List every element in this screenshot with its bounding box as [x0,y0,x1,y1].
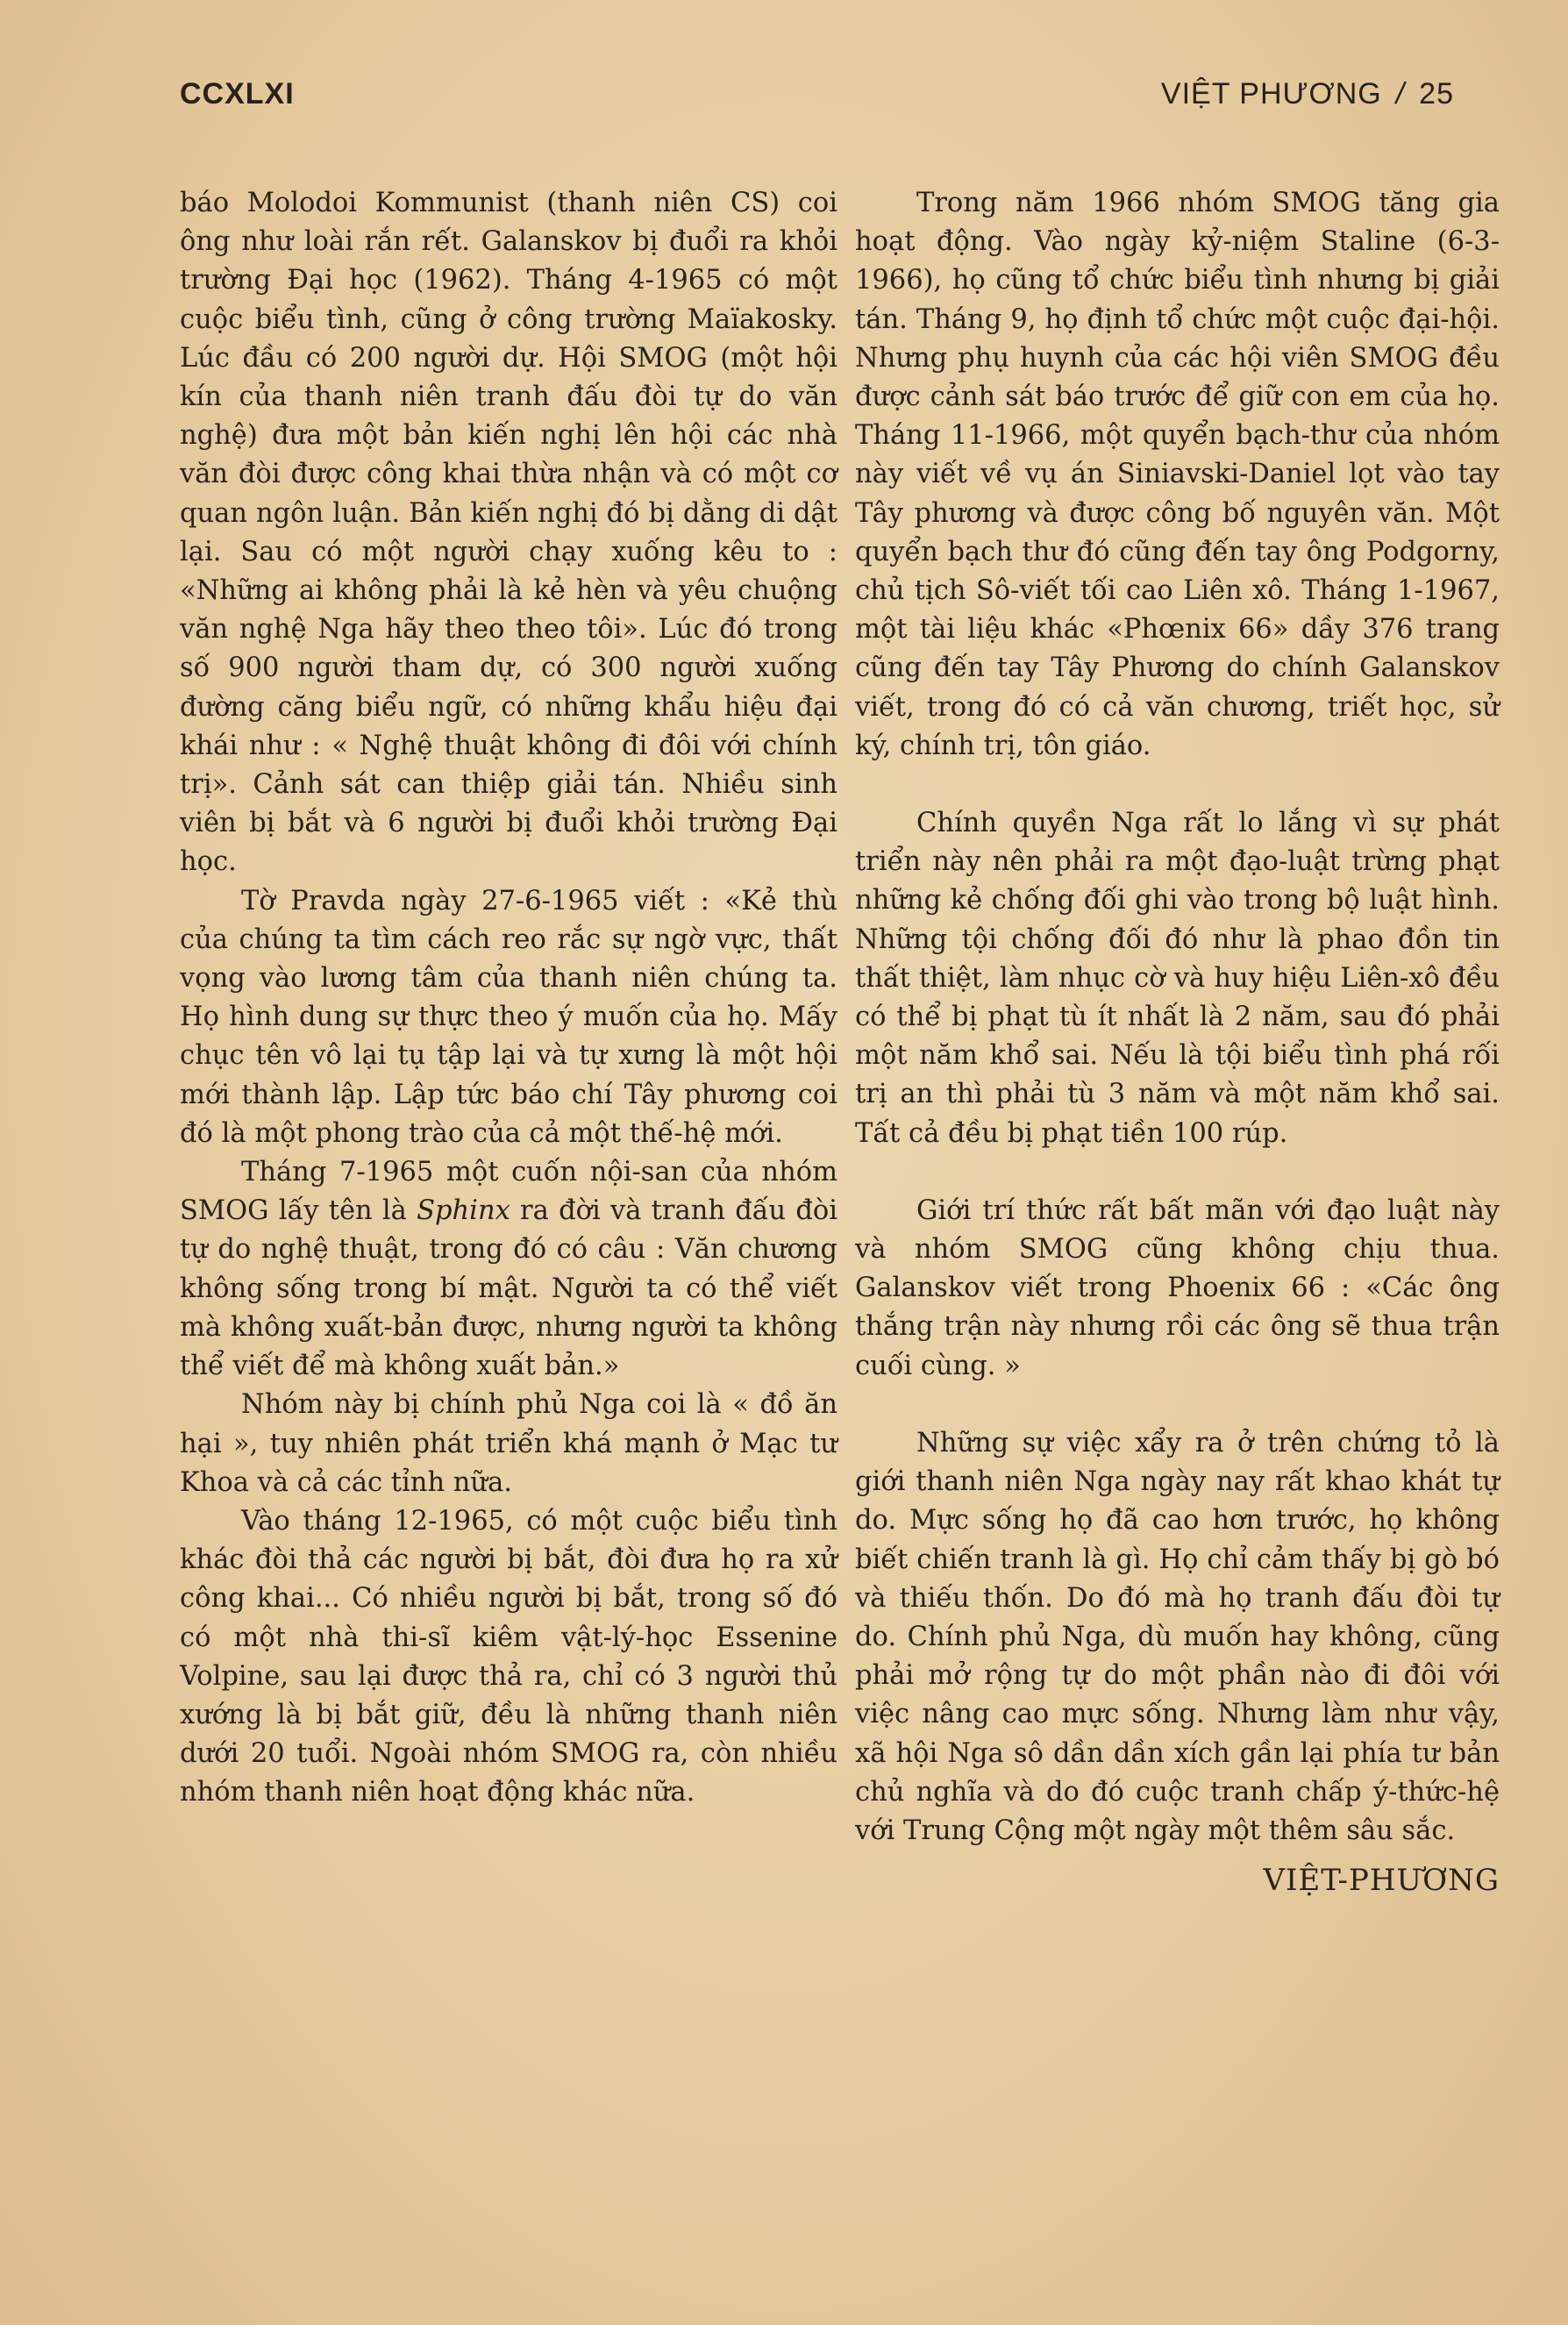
author-signature: VIỆT-PHƯƠNG [1263,1863,1500,1899]
paragraph [180,1153,837,1386]
paragraph: Những sự việc xẩy ra ở trên chứng tỏ là giới thanh niên Nga ngày nay rất khao khát tự do. Mực sống họ đã cao hơn trước, họ không biết chiến tranh là gì. Họ chỉ cảm thấy bị gò bó và thiếu thốn. Do đó mà họ tranh đấu đòi tự do. Chính phủ Nga, dù muốn hay không, cũng phải mở rộng tự do một phần nào đi đôi với việc nâng cao mực sống. Nhưng làm như vậy, xã hội Nga sô dần dần xích gần lại phía tư bản chủ nghĩa và do đó cuộc tranh chấp ý-thức-hệ với Trung Cộng một ngày một thêm sâu sắc. [855,1427,1500,1846]
paragraph: Chính quyền Nga rất lo lắng vì sự phát triển này nên phải ra một đạo-luật trừng phạt những kẻ chống đối ghi vào trong bộ luật hình. Những tội chống đối đó như là phao đồn tin thất thiệt, làm nhục cờ và huy hiệu Liên-xô đều có thể bị phạt tù ít nhất là 2 năm, sau đó phải một năm khổ sai. Nếu là tội biểu tình phá rối trị an thì phải tù 3 năm và một năm khổ sai. Tất cả đều bị phạt tiền 100 rúp. [855,808,1500,1149]
paragraph: Giới trí thức rất bất mãn với đạo luật này và nhóm SMOG cũng không chịu thua. Galanskov viết trong Phoenix 66 : «Các ông thắng trận này nhưng rồi các ông sẽ thua trận cuối cùng. » [855,1195,1500,1381]
running-head [1161,77,1454,111]
paragraph: Vào tháng 12-1965, có một cuộc biểu tình khác đòi thả các người bị bắt, đòi đưa họ ra xử công khai... Có nhiều người bị bắt, trong số đó có một nhà thi-sĩ kiêm vật-lý-học Essenine Volpine, sau lại được thả ra, chỉ có 3 người thủ xướng là bị bắt giữ, đều là những thanh niên dưới 20 tuổi. Ngoài nhóm SMOG ra, còn nhiều nhóm thanh niên hoạt động khác nữa. [180,1505,837,1808]
section-number: CCXLXI [180,77,295,111]
paragraph-text: ra đời và tranh đấu đòi tự do nghệ thuật, trong đó có câu : Văn chương không sống trong bí mật. Người ta có thể viết mà không xuất-bản được, nhưng người ta không thể viết để mà không xuất bản.» [180,1195,838,1382]
header-separator: / [1395,77,1406,111]
paragraph: Nhóm này bị chính phủ Nga coi là « đồ ăn hại », tuy nhiên phát triển khá mạnh ở Mạc tư Khoa và cả các tỉnh nữa. [180,1389,837,1498]
paragraph: báo Molodoi Kommunist (thanh niên CS) coi ông như loài rắn rết. Galanskov bị đuổi ra khỏi trường Đại học (1962). Tháng 4-1965 có một cuộc biểu tình, cũng ở công trường Maïakosky. Lúc đầu có 200 người dự. Hội SMOG (một hội kín của thanh niên tranh đấu đòi tự do văn nghệ) đưa một bản kiến nghị lên hội các nhà văn đòi được công khai thừa nhận và có một cơ quan ngôn luận. Bản kiến nghị đó bị dằng di dật lại. Sau có một người chạy xuống kêu to : «Những ai không phải là kẻ hèn và yêu chuộng văn nghệ Nga hãy theo theo tôi». Lúc đó trong số 900 người tham dự, có 300 người xuống đường căng biểu ngữ, có những khẩu hiệu đại khái như : « Nghệ thuật không đi đôi với chính trị». Cảnh sát can thiệp giải tán. Nhiều sinh viên bị bắt và 6 người bị đuổi khỏi trường Đại học. [180,188,837,878]
paragraph: Tờ Pravda ngày 27-6-1965 viết : «Kẻ thù của chúng ta tìm cách reo rắc sự ngờ vực, thất vọng vào lương tâm của thanh niên chúng ta. Họ hình dung sự thực theo ý muốn của họ. Mấy chục tên vô lại tụ tập lại và tự xưng là một hội mới thành lập. Lập tức báo chí Tây phương coi đó là một phong trào của cả một thế-hệ mới. [180,885,837,1149]
page-number: 25 [1419,77,1454,111]
paragraph: Trong năm 1966 nhóm SMOG tăng gia hoạt động. Vào ngày kỷ-niệm Staline (6-3-1966), họ cũng tổ chức biểu tình nhưng bị giải tán. Tháng 9, họ định tổ chức một cuộc đại-hội. Nhưng phụ huynh của các hội viên SMOG đều được cảnh sát báo trước để giữ con em của họ. Tháng 11-1966, một quyển bạch-thư của nhóm này viết về vụ án Siniavski-Daniel lọt vào tay Tây phương và được công bố nguyên văn. Một quyển bạch thư đó cũng đến tay ông Podgorny, chủ tịch Sô-viết tối cao Liên xô. Tháng 1-1967, một tài liệu khác «Phœnix 66» dầy 376 trang cũng đến tay Tây Phương do chính Galanskov viết, trong đó có cả văn chương, triết học, sử ký, chính trị, tôn giáo. [855,188,1500,761]
right-column [855,184,1500,1900]
left-column [180,184,837,1813]
publication-title: Sphinx [417,1195,510,1227]
author-name: VIỆT PHƯƠNG [1160,77,1382,111]
page-header [180,77,1454,130]
paragraph-text: Tháng 7-1965 một cuốn nội-san của nhóm SMOG lấy tên là [180,1157,837,1227]
